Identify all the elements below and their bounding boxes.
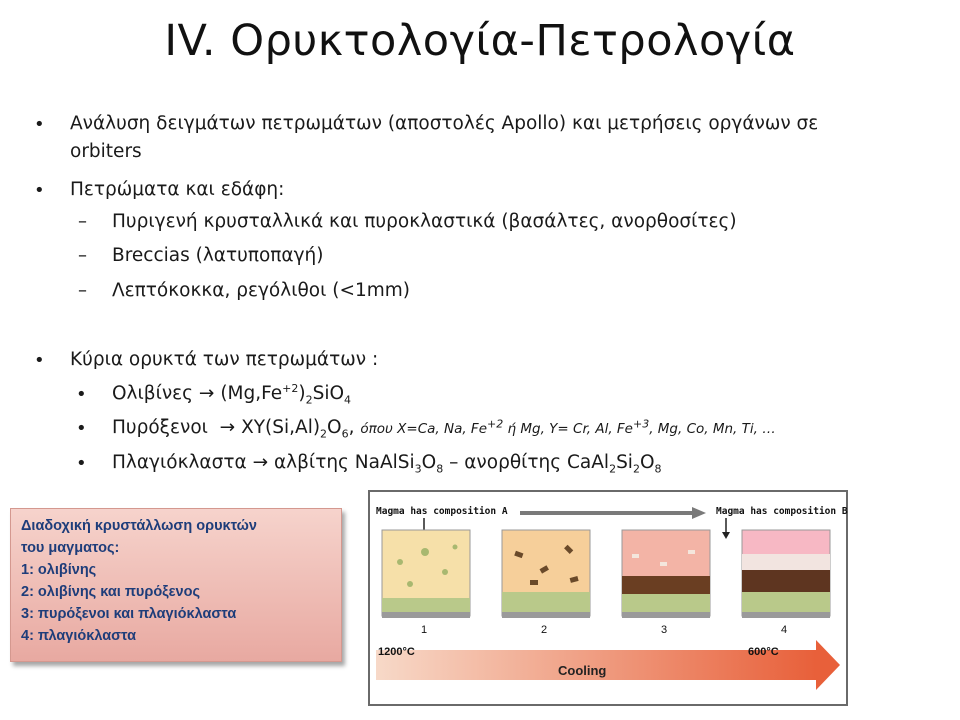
stage-4-floor — [742, 612, 830, 618]
plag-si: Si — [616, 452, 633, 473]
plag-subscript: 2 — [609, 462, 617, 476]
plagioclase-crystal — [660, 562, 667, 566]
stage-3-floor — [622, 612, 710, 618]
plag-text: – ανορθίτης CaAl — [443, 452, 610, 473]
mineral-olivine — [112, 380, 351, 408]
cooling-label: Cooling — [558, 663, 607, 678]
olivine-crystal — [421, 548, 429, 556]
mineral-plagioclase — [112, 449, 662, 477]
plag-o: O — [421, 452, 437, 473]
olivine-name: Ολιβίνες — [112, 383, 194, 404]
plag-subscript: 8 — [654, 462, 662, 476]
right-arrow-icon: → — [198, 383, 215, 404]
olivine-paren: ) — [298, 383, 306, 404]
stage-4-pyroxene-layer — [742, 570, 830, 592]
olivine-subscript: 4 — [344, 393, 352, 407]
crystallization-sequence-box — [10, 508, 342, 662]
plag-subscript: 3 — [414, 462, 422, 476]
olivine-crystal — [407, 581, 413, 587]
bullet-1-line-2: orbiters — [70, 141, 142, 162]
temperature-high: 1200°C — [378, 646, 415, 658]
label-composition-b: Magma has composition B — [716, 506, 848, 517]
stage-number-4: 4 — [781, 624, 788, 636]
pyroxene-note-part: όπου X=Ca, Na, Fe — [360, 421, 488, 437]
olivine-formula: (Mg,Fe — [220, 383, 283, 404]
olivine-crystal — [442, 569, 448, 575]
sequence-line: 2: ολιβίνης και πυρόξενος — [21, 584, 200, 600]
pyroxene-crystal — [530, 580, 538, 585]
dash-marker: – — [78, 245, 87, 266]
olivine-crystal — [453, 545, 458, 550]
stage-number-2: 2 — [541, 624, 548, 636]
bullet-dot: • — [34, 180, 45, 201]
stage-4-plagioclase-layer — [742, 554, 830, 570]
temperature-low: 600°C — [748, 646, 779, 658]
bullet-1-line-1: Ανάλυση δειγμάτων πετρωμάτων (αποστολές Apollo) και μετρήσεις οργάνων σε — [70, 113, 819, 134]
bullet-dot: • — [76, 453, 87, 474]
bullet-2-sub-1: Πυριγενή κρυσταλλικά και πυροκλαστικά (βασάλτες, ανορθοσίτες) — [112, 211, 737, 232]
bullet-dot: • — [34, 350, 45, 371]
stage-3-sediment — [622, 594, 710, 612]
olivine-subscript: 2 — [305, 393, 313, 407]
plagioclase-crystal — [688, 550, 695, 554]
olivine-crystal — [397, 559, 403, 565]
pyroxene-note-part: , Mg, Co, Mn, Ti, … — [649, 421, 776, 437]
stage-number-1: 1 — [421, 624, 428, 636]
pyroxene-subscript: 2 — [320, 427, 328, 441]
pyroxene-note-charge: +2 — [487, 417, 504, 431]
stage-4-sediment — [742, 592, 830, 612]
sequence-line: 1: ολιβίνης — [21, 562, 97, 578]
dash-marker: – — [78, 280, 87, 301]
stage-2-floor — [502, 612, 590, 618]
stage-3-pyroxene-layer — [622, 576, 710, 594]
pyroxene-note-part: ή Mg, Y= Cr, Al, Fe — [503, 421, 633, 437]
pyroxene-o: O — [327, 417, 342, 438]
sequence-line: Διαδοχική κρυστάλλωση ορυκτών — [21, 518, 257, 534]
crystallization-diagram — [370, 492, 846, 704]
sequence-line: 4: πλαγιόκλαστα — [21, 628, 137, 644]
stage-1-sediment — [382, 598, 470, 612]
stage-number-3: 3 — [661, 624, 668, 636]
bullet-2-sub-3: Λεπτόκοκκα, ρεγόλιθοι (<1mm) — [112, 280, 410, 301]
slide-title: IV. Ορυκτολογία-Πετρολογία — [164, 16, 796, 66]
bullet-dot: • — [76, 418, 87, 439]
pyroxene-subscript: 6 — [341, 427, 349, 441]
olivine-sio: SiO — [312, 383, 345, 404]
bullet-2-sub-2: Breccias (λατυποπαγή) — [112, 245, 324, 266]
label-composition-a: Magma has composition A — [376, 506, 508, 517]
dash-marker: – — [78, 211, 87, 232]
plagioclase-crystal — [632, 554, 639, 558]
plag-name: Πλαγιόκλαστα — [112, 452, 247, 473]
bullet-3: Κύρια ορυκτά των πετρωμάτων : — [70, 349, 379, 370]
composition-arrow-head — [692, 507, 706, 519]
bullet-dot: • — [34, 114, 45, 135]
pyroxene-note — [360, 417, 776, 437]
cooling-arrow-head — [816, 640, 840, 690]
bullet-2: Πετρώματα και εδάφη: — [70, 179, 285, 200]
stage-2-sediment — [502, 592, 590, 612]
plag-subscript: 8 — [436, 462, 444, 476]
crystallization-figure — [368, 490, 848, 706]
pyroxene-comma: , — [348, 417, 355, 438]
pyroxene-formula: XY(Si,Al) — [241, 417, 321, 438]
bullet-dot: • — [76, 384, 87, 405]
plag-text: αλβίτης NaAlSi — [273, 452, 415, 473]
plag-subscript: 2 — [632, 462, 640, 476]
pyroxene-note-charge: +3 — [632, 417, 650, 431]
mineral-pyroxene — [112, 414, 776, 443]
right-arrow-icon: → — [219, 417, 236, 438]
olivine-charge: +2 — [282, 381, 299, 395]
pyroxene-name: Πυρόξενοι — [112, 417, 208, 438]
plag-o: O — [639, 452, 655, 473]
sequence-line: του μαγματος: — [21, 540, 120, 556]
down-arrow-b-head — [722, 532, 730, 539]
stage-1-floor — [382, 612, 470, 618]
right-arrow-icon: → — [252, 452, 269, 473]
sequence-line: 3: πυρόξενοι και πλαγιόκλαστα — [21, 606, 237, 622]
